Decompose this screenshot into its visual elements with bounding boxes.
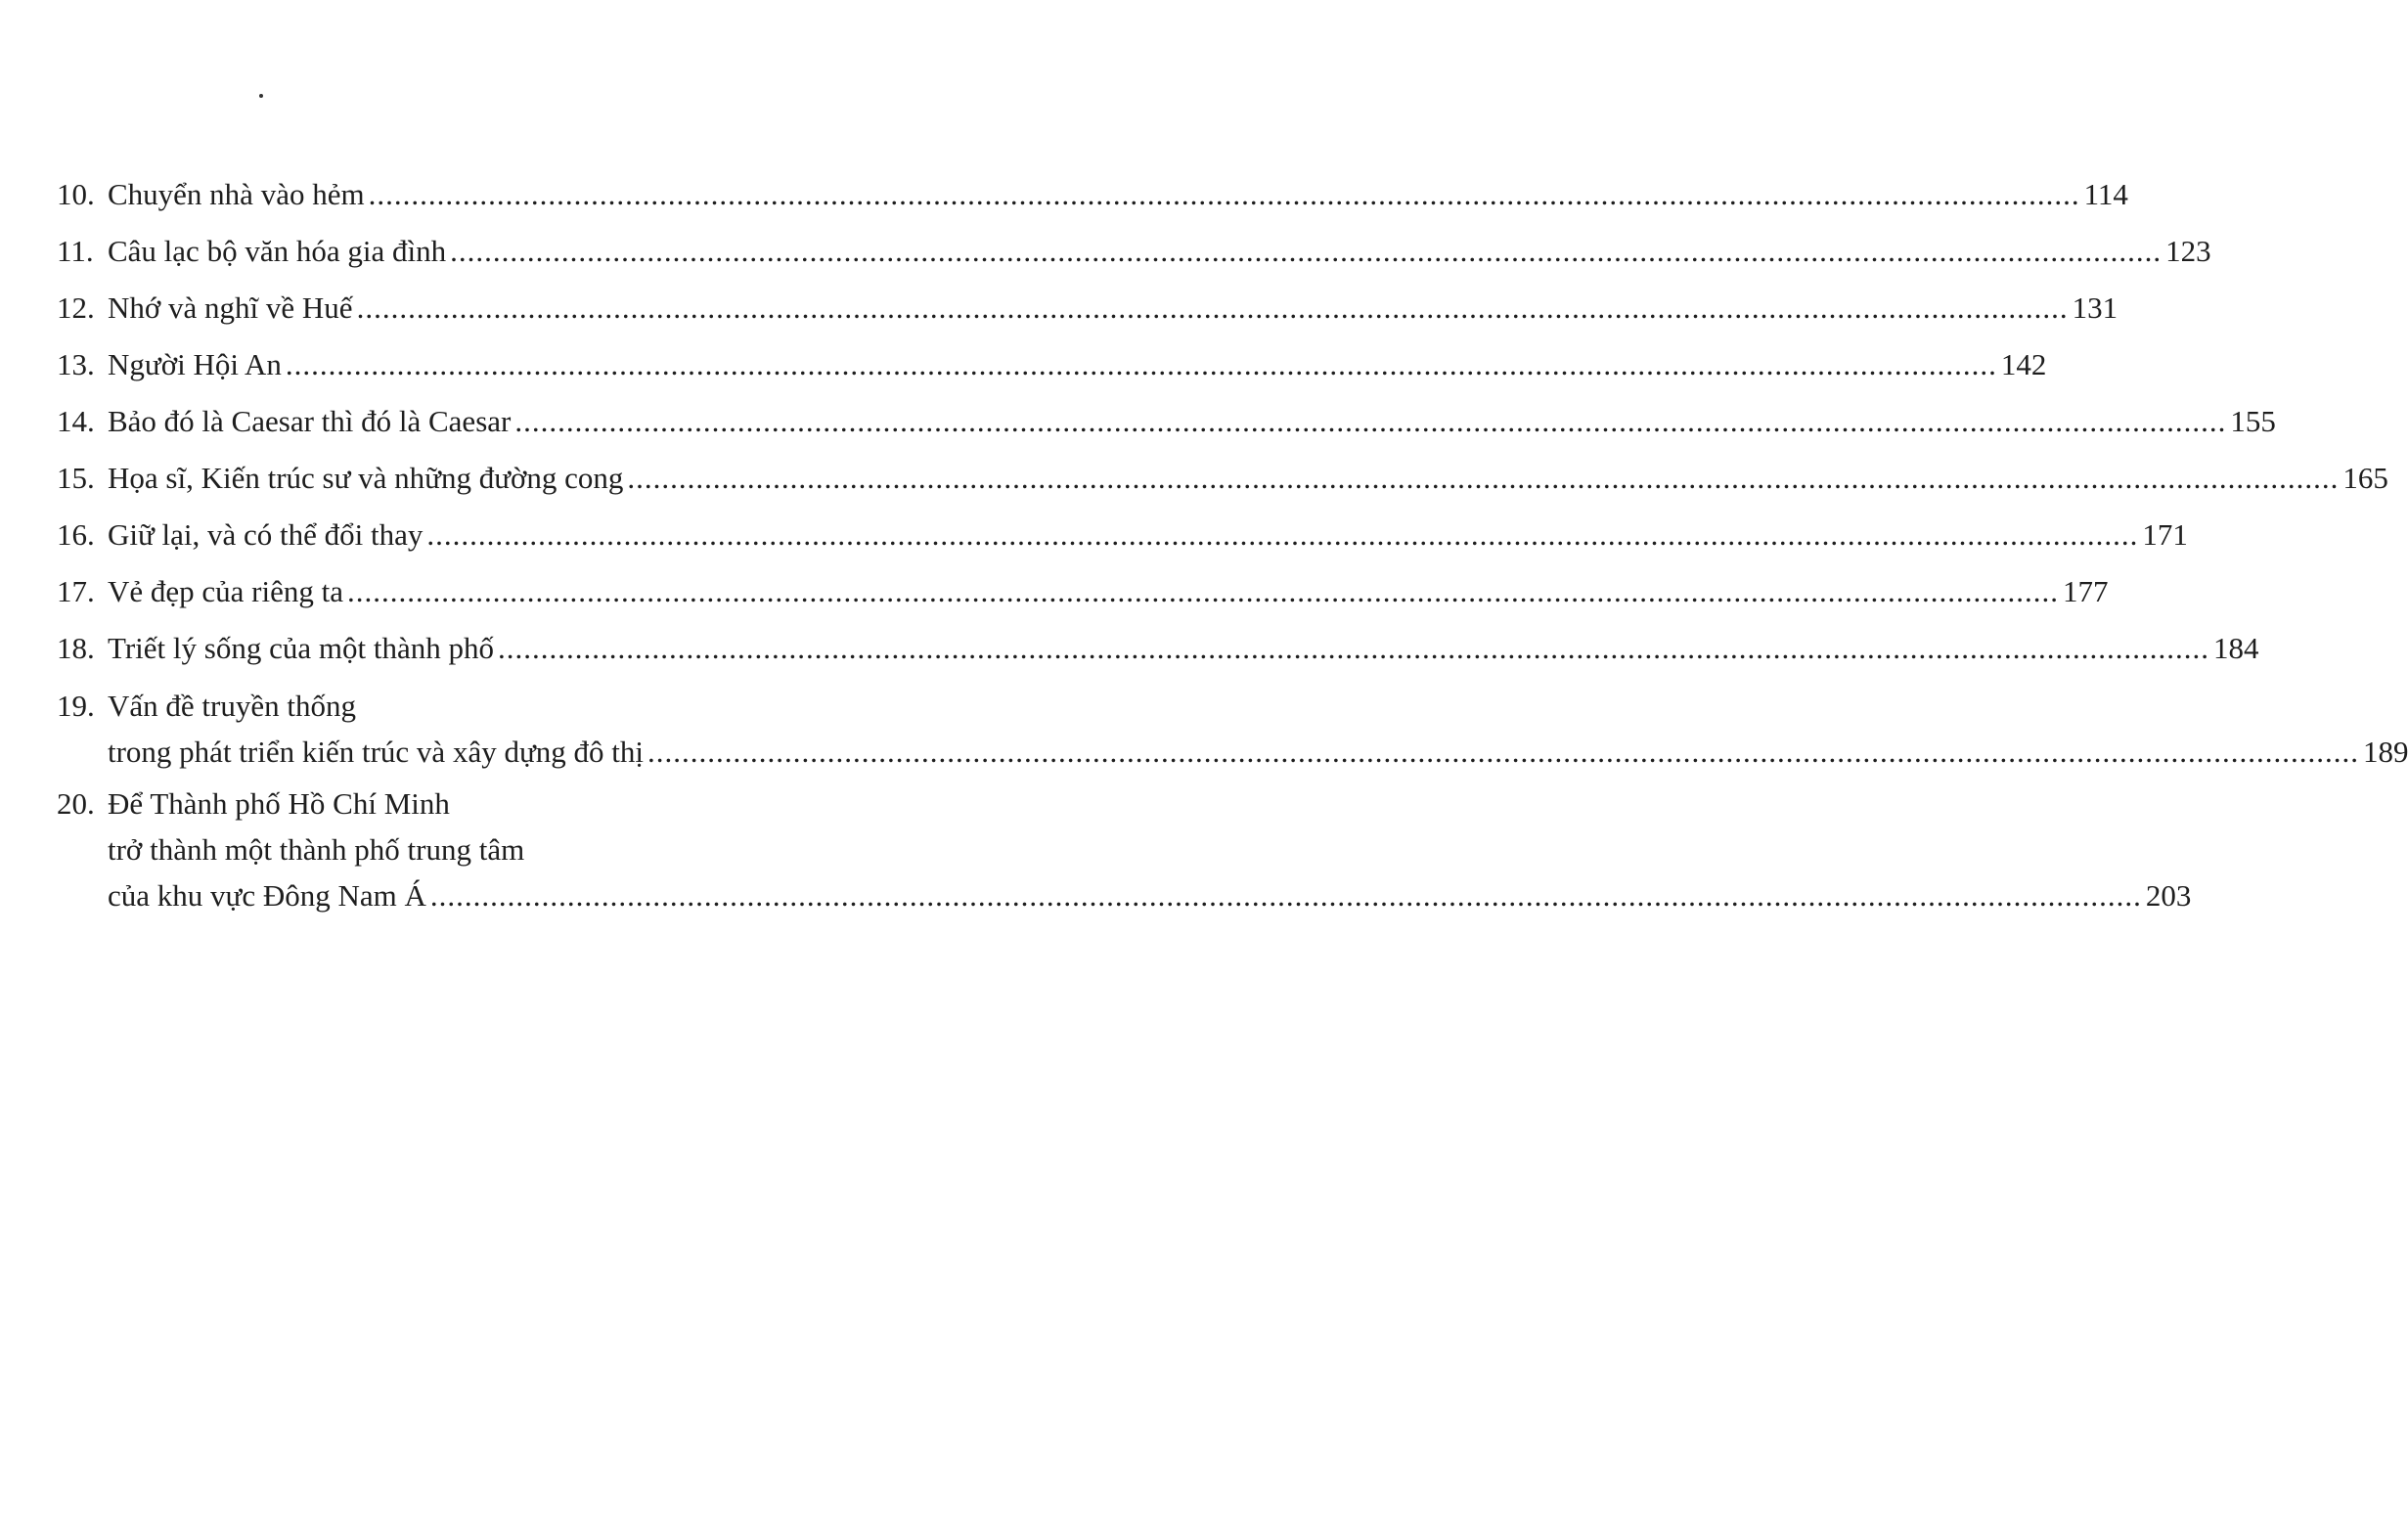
entry-title: Nhớ và nghĩ về Huế xyxy=(108,290,353,325)
toc-entry xyxy=(57,507,2188,563)
entry-number: 13. xyxy=(57,347,95,381)
entry-page: 142 xyxy=(2000,347,2047,381)
toc-entry xyxy=(57,620,2259,677)
entry-number: 16. xyxy=(57,517,95,552)
dot-leader xyxy=(498,620,2209,677)
toc-entry xyxy=(57,563,2109,620)
toc-entry xyxy=(57,223,2211,280)
toc-entry xyxy=(57,166,2128,223)
entry-page: 155 xyxy=(2230,404,2276,438)
entry-page: 184 xyxy=(2212,631,2259,665)
entry-title: Để Thành phố Hồ Chí Minh xyxy=(108,786,450,821)
entry-title-continued: trong phát triển kiến trúc và xây dựng đô thị xyxy=(108,735,644,769)
entry-title: Bảo đó là Caesar thì đó là Caesar xyxy=(108,404,512,438)
entry-number: 10. xyxy=(57,177,95,211)
entry-number: 18. xyxy=(57,631,95,665)
entry-page: 189 xyxy=(2362,735,2408,769)
entry-title-continued: của khu vực Đông Nam Á xyxy=(108,878,426,913)
entry-title: Vấn đề truyền thống xyxy=(108,689,356,723)
dot-leader xyxy=(426,507,2138,563)
toc-entry xyxy=(57,683,2408,775)
toc-entry xyxy=(57,781,2192,918)
dot-leader xyxy=(627,450,2339,507)
dot-leader xyxy=(357,280,2069,336)
entry-number: 14. xyxy=(57,404,95,438)
entry-page: 177 xyxy=(2063,574,2109,608)
entry-page: 171 xyxy=(2142,517,2188,552)
dot-leader xyxy=(286,336,1997,393)
entry-title-continued: trở thành một thành phố trung tâm xyxy=(108,832,525,867)
entry-page: 114 xyxy=(2083,177,2128,211)
dot-leader xyxy=(450,223,2162,280)
toc-entry xyxy=(57,280,2118,336)
toc-entry xyxy=(57,393,2276,450)
dot-leader xyxy=(369,166,2080,223)
entry-page: 165 xyxy=(2342,461,2388,495)
entry-number: 20. xyxy=(57,786,95,821)
print-speck xyxy=(259,94,263,98)
toc-entry xyxy=(57,336,2047,393)
entry-number: 11. xyxy=(57,234,94,268)
dot-leader xyxy=(347,563,2059,620)
entry-title: Chuyển nhà vào hẻm xyxy=(108,177,365,211)
entry-title: Vẻ đẹp của riêng ta xyxy=(108,574,343,608)
entry-title: Họa sĩ, Kiến trúc sư và những đường cong xyxy=(108,461,624,495)
entry-page: 203 xyxy=(2145,878,2192,913)
entry-number: 19. xyxy=(57,689,95,723)
table-of-contents xyxy=(57,166,2408,918)
entry-number: 17. xyxy=(57,574,95,608)
entry-page: 123 xyxy=(2165,234,2211,268)
entry-title: Người Hội An xyxy=(108,347,282,381)
entry-number: 15. xyxy=(57,461,95,495)
dot-leader xyxy=(430,872,2142,918)
entry-title: Câu lạc bộ văn hóa gia đình xyxy=(108,234,447,268)
entry-title: Giữ lại, và có thể đổi thay xyxy=(108,517,424,552)
toc-entry xyxy=(57,450,2388,507)
dot-leader xyxy=(647,729,2359,775)
entry-page: 131 xyxy=(2072,290,2118,325)
dot-leader xyxy=(514,393,2226,450)
entry-title: Triết lý sống của một thành phố xyxy=(108,631,494,665)
entry-number: 12. xyxy=(57,290,95,325)
